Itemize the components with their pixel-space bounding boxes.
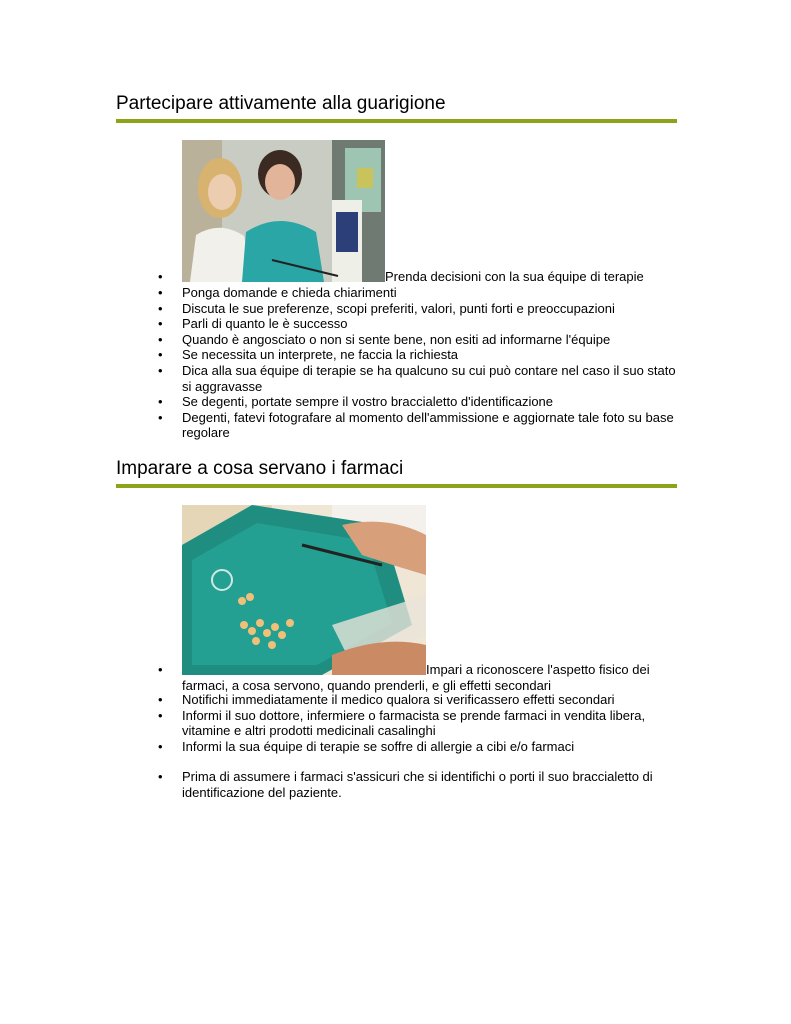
section-medication	[116, 457, 677, 800]
list-item	[116, 363, 677, 394]
bullet-icon: •	[158, 409, 163, 425]
bullet-icon: •	[158, 362, 163, 378]
bullet-icon: •	[158, 300, 163, 316]
section-heading: Imparare a cosa servano i farmaci	[116, 458, 404, 479]
section-heading: Partecipare attivamente alla guarigione	[116, 93, 446, 114]
bullet-icon: •	[158, 347, 163, 363]
bullet-icon: •	[158, 316, 163, 332]
list-item-text: Prima di assumere i farmaci s'assicuri che si identifichi o porti il suo braccialetto di identificazione del paziente.	[182, 769, 653, 800]
section-participation	[116, 92, 677, 441]
bullet-icon: •	[158, 692, 163, 707]
list-item-text: Informi la sua équipe di terapie se soffre di allergie a cibi e/o farmaci	[182, 738, 575, 754]
list-item	[116, 285, 677, 301]
photo-patient-consultation	[182, 140, 385, 282]
list-item-text: Se degenti, portate sempre il vostro braccialetto d'identificazione	[182, 394, 554, 410]
section-divider	[116, 119, 677, 123]
photo-pill-counting-tray	[182, 505, 426, 675]
bullet-icon: •	[158, 331, 163, 347]
list-item-text: Impari a riconoscere l'aspetto fisico dei farmaci, a cosa servono, quando prenderli, e gli effetti secondari	[182, 662, 650, 693]
list-item	[116, 739, 677, 755]
list-item-text: Notifichi immediatamente il medico qualora si verificassero effetti secondari	[182, 692, 615, 707]
bullet-list	[116, 140, 677, 441]
list-item-text: Prenda decisioni con la sua équipe di terapie	[385, 269, 644, 284]
section-divider	[116, 484, 677, 488]
list-item	[116, 505, 677, 692]
bullet-icon: •	[158, 394, 163, 410]
list-item-text: Quando è angosciato o non si sente bene, non esiti ad informarne l'équipe	[182, 331, 611, 347]
list-item	[116, 140, 677, 285]
list-item	[116, 394, 677, 410]
list-item	[116, 347, 677, 363]
list-item	[116, 692, 677, 708]
list-spacer	[116, 754, 677, 769]
list-item-text: Se necessita un interprete, ne faccia la richiesta	[182, 347, 459, 363]
list-item	[116, 316, 677, 332]
bullet-icon: •	[158, 707, 163, 723]
list-item-text: Dica alla sua équipe di terapie se ha qualcuno su cui può contare nel caso il suo stato si aggravasse	[182, 362, 676, 394]
list-item-text: Degenti, fatevi fotografare al momento dell'ammissione e aggiornate tale foto su base regolare	[182, 409, 674, 441]
list-item	[116, 769, 677, 800]
bullet-icon: •	[158, 285, 163, 300]
list-item-text: Informi il suo dottore, infermiere o farmacista se prende farmaci in vendita libera, vitamine e altri prodotti medicinali casalinghi	[182, 707, 646, 739]
bullet-icon: •	[158, 269, 163, 284]
bullet-icon: •	[158, 662, 163, 677]
list-item	[116, 410, 677, 441]
list-item-text: Ponga domande e chieda chiarimenti	[182, 285, 397, 300]
bullet-icon: •	[158, 769, 163, 785]
bullet-icon: •	[158, 738, 163, 754]
list-item	[116, 708, 677, 739]
list-item-text: Parli di quanto le è successo	[182, 316, 348, 332]
bullet-list	[116, 505, 677, 801]
list-item	[116, 301, 677, 317]
list-item-text: Discuta le sue preferenze, scopi preferiti, valori, punti forti e preoccupazioni	[182, 300, 615, 316]
list-item	[116, 332, 677, 348]
